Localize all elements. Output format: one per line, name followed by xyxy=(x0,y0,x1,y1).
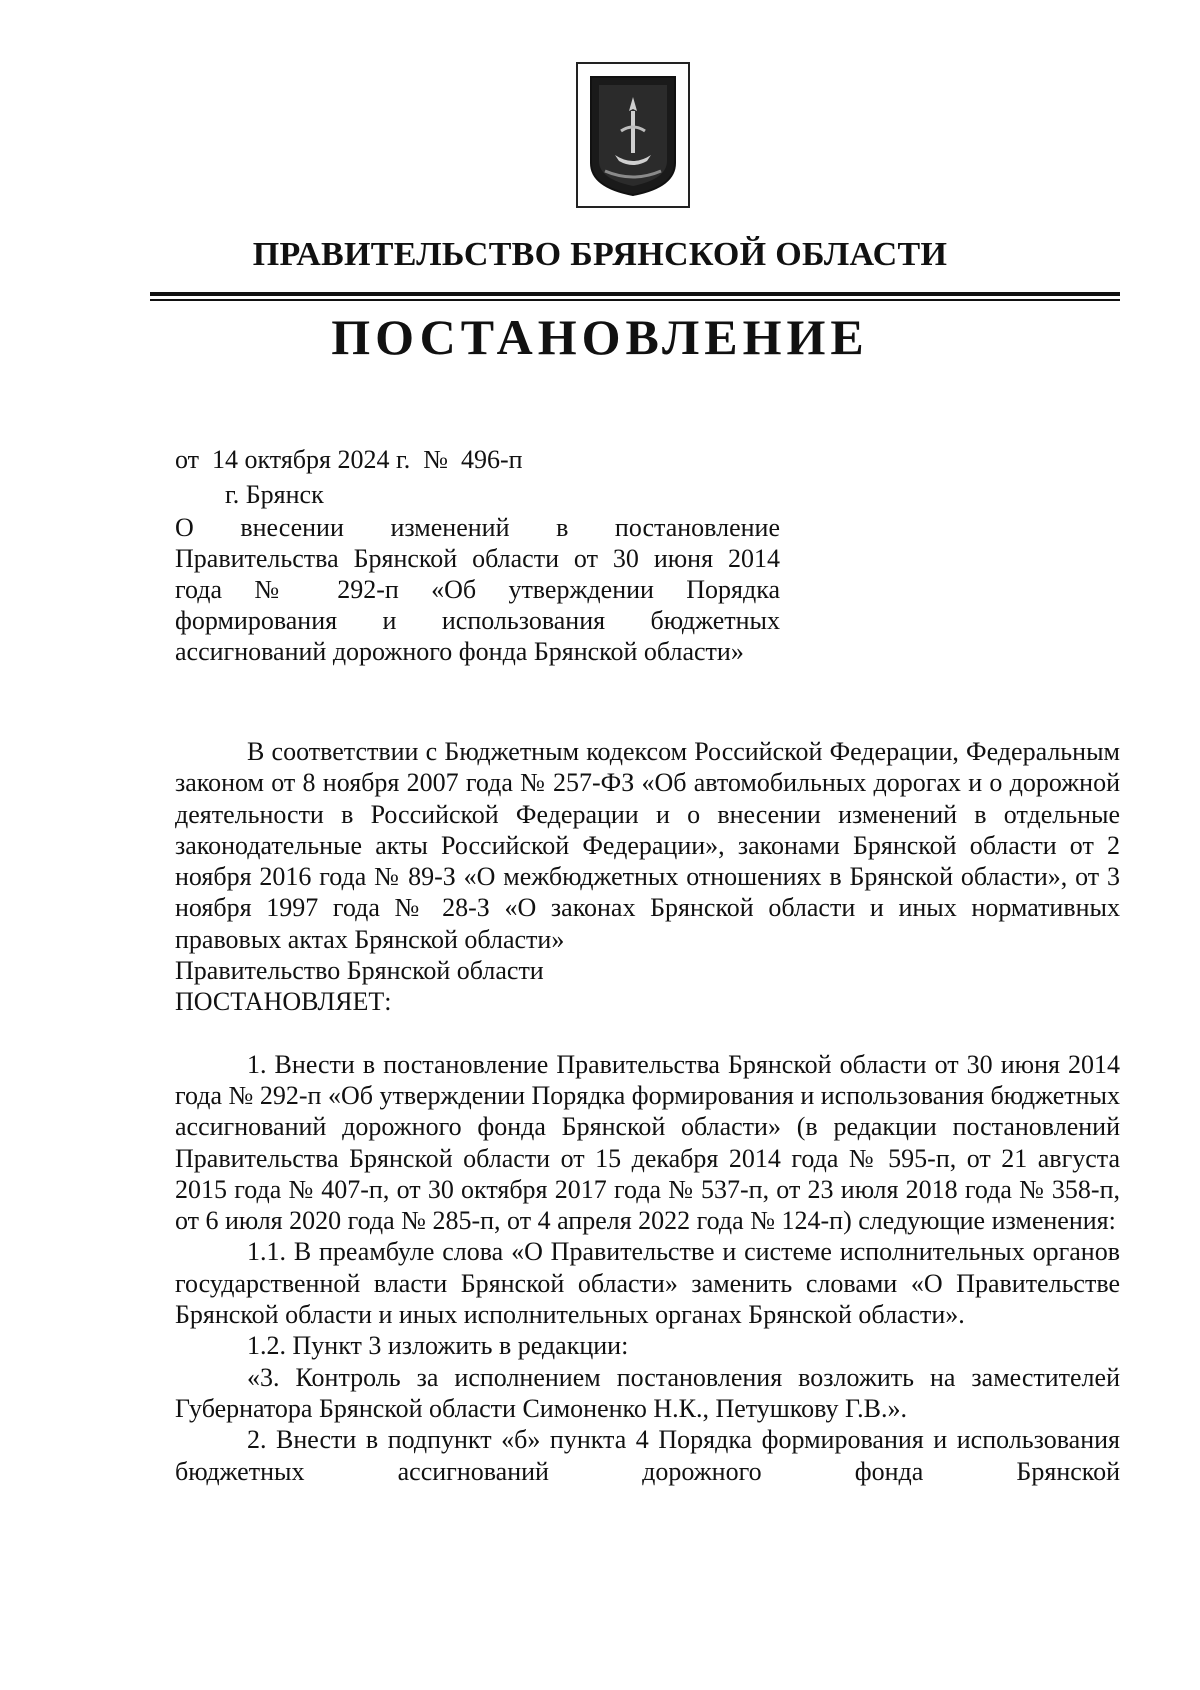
document-type-title: ПОСТАНОВЛЕНИЕ xyxy=(331,309,869,365)
city: г. Брянск xyxy=(225,480,324,509)
item-1-2-quote-paragraph: «3. Контроль за исполнением постановления возложить на заместителей Губернатора Брянской области Симоненко Н.К., Петушкову Г.В.». xyxy=(175,1362,1120,1423)
item-2-paragraph: 2. Внести в подпункт «б» пункта 4 Порядка формирования и использования бюджетных ассигнований дорожного фонда Брянской xyxy=(175,1425,1120,1486)
date-and-number: от 14 октября 2024 г. № 496-п xyxy=(175,445,523,474)
organization-title: ПРАВИТЕЛЬСТВО БРЯНСКОЙ ОБЛАСТИ xyxy=(252,236,948,273)
item-1-paragraph: 1. Внести в постановление Правительства Брянской области от 30 июня 2014 года № 292-п «Об утверждении Порядка формирования и использования бюджетных ассигнований дорожного фонда Брянской области» (в редакции постановлений Правительства Брянской области от 15 декабря 2014 года № 595-п, от 21 августа 2015 года № 407-п, от 30 октября 2017 года № 537-п, от 23 июля 2018 года № 358-п, от 6 июля 2020 года № 285-п, от 4 апреля 2022 года № 124-п) следующие изменения: xyxy=(175,1049,1120,1236)
coat-of-arms-icon xyxy=(585,71,681,199)
resolves-line: ПОСТАНОВЛЯЕТ: xyxy=(175,987,392,1017)
government-line: Правительство Брянской области xyxy=(175,956,544,986)
preamble-paragraph: В соответствии с Бюджетным кодексом Российской Федерации, Федеральным законом от 8 ноября 2007 года № 257-ФЗ «Об автомобильных дорогах и о дорожной деятельности в Российской Федерации и о внесении изменений в отдельные законодательные акты Российской Федерации», законами Брянской области от 2 ноября 2016 года № 89-З «О межбюджетных отношениях в Брянской области», от 3 ноября 1997 года № 28-З «О законах Брянской области и иных нормативных правовых актах Брянской области» xyxy=(175,737,1120,954)
document-subject: О внесении изменений в постановление Правительства Брянской области от 30 июня 2014 года № 292-п «Об утверждении Порядка формирования и использования бюджетных ассигнований дорожного фонда Брянской области» xyxy=(175,513,780,666)
item-1-1-paragraph: 1.1. В преамбуле слова «О Правительстве и системе исполнительных органов государственной власти Брянской области» заменить словами «О Правительстве Брянской области и иных исполнительных органах Брянской области». xyxy=(175,1237,1120,1330)
item-1-2-paragraph: 1.2. Пункт 3 изложить в редакции: xyxy=(247,1331,629,1361)
document-body xyxy=(175,736,1120,1487)
header-rule-thick xyxy=(150,292,1120,296)
coat-of-arms-frame xyxy=(576,62,690,208)
header-rule-thin xyxy=(150,299,1120,301)
